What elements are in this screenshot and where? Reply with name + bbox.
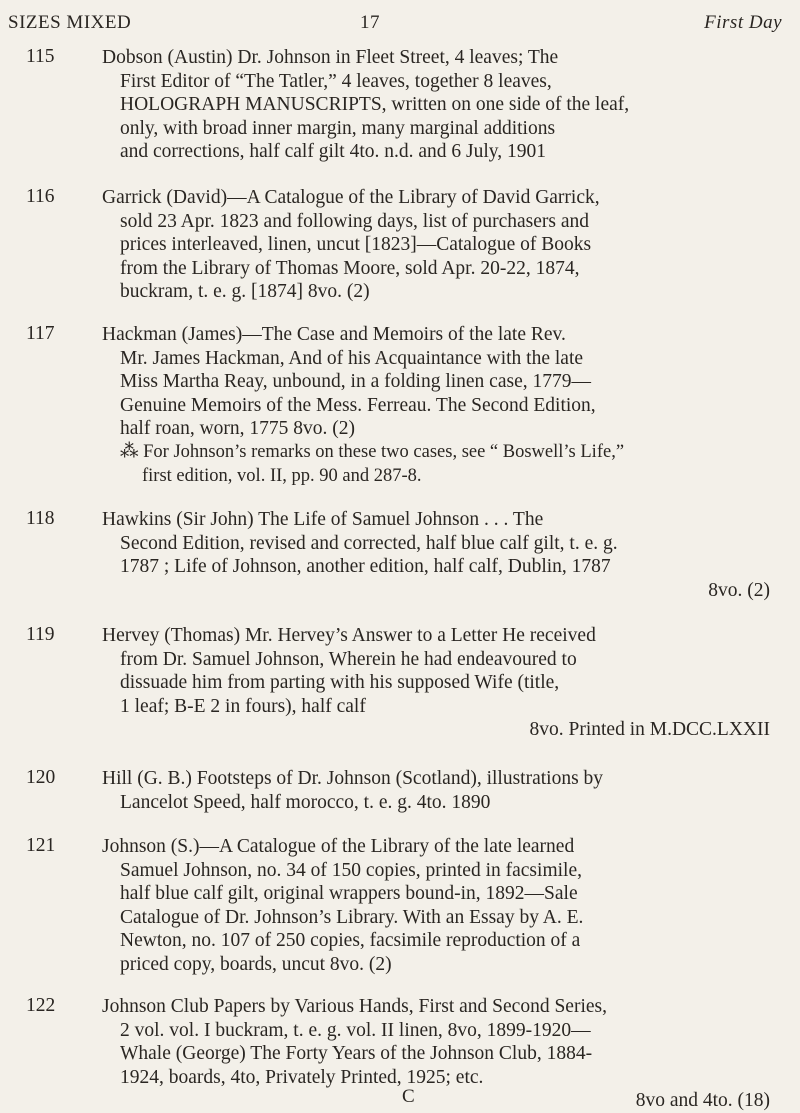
lot-description <box>102 995 770 1113</box>
running-head-left: SIZES MIXED <box>8 12 132 33</box>
description-line: dissuade him from parting with his supposed Wife (title, <box>120 672 560 694</box>
description-line: Miss Martha Reay, unbound, in a folding linen case, 1779— <box>120 371 591 393</box>
note-line: first edition, vol. II, pp. 90 and 287-8. <box>142 465 422 486</box>
lot-description <box>102 46 770 164</box>
lot-number: 119 <box>26 624 55 645</box>
format-line: 8vo. Printed in M.DCC.LXXII <box>529 719 770 741</box>
lot-number: 122 <box>26 995 56 1016</box>
description-line: 1 leaf; B-E 2 in fours), half calf <box>120 695 366 717</box>
description-line: Hackman (James)—The Case and Memoirs of the late Rev. <box>102 324 566 345</box>
description-line: 2 vol. vol. I buckram, t. e. g. vol. II linen, 8vo, 1899-1920— <box>120 1019 591 1041</box>
lot-number: 121 <box>26 835 56 856</box>
lot-description <box>102 835 770 977</box>
description-line: Newton, no. 107 of 250 copies, facsimile reproduction of a <box>120 930 581 952</box>
page-number: 17 <box>360 12 380 33</box>
description-line: Catalogue of Dr. Johnson’s Library. With an Essay by A. E. <box>120 906 584 928</box>
description-line: 1924, boards, 4to, Privately Printed, 1925; etc. <box>120 1066 484 1088</box>
signature-mark: C <box>402 1086 415 1107</box>
description-line: priced copy, boards, uncut 8vo. (2) <box>120 953 392 975</box>
description-line: Garrick (David)—A Catalogue of the Library of David Garrick, <box>102 187 600 208</box>
format-line: 8vo. (2) <box>708 579 770 601</box>
description-line: 1787 ; Life of Johnson, another edition, half calf, Dublin, 1787 <box>120 556 611 578</box>
description-line: Whale (George) The Forty Years of the Johnson Club, 1884- <box>120 1043 593 1065</box>
description-line: only, with broad inner margin, many marginal additions <box>120 117 556 139</box>
description-line: Second Edition, revised and corrected, half blue calf gilt, t. e. g. <box>120 532 618 554</box>
lot-description <box>102 186 770 304</box>
lot-number: 118 <box>26 508 55 529</box>
description-line: half blue calf gilt, original wrappers bound-in, 1892—Sale <box>120 883 578 905</box>
description-line: Mr. James Hackman, And of his Acquaintance with the late <box>120 347 584 369</box>
lot-number: 120 <box>26 767 56 788</box>
description-line: Hawkins (Sir John) The Life of Samuel Johnson . . . The <box>102 509 544 530</box>
description-line: from Dr. Samuel Johnson, Wherein he had endeavoured to <box>120 648 577 670</box>
description-line: Johnson Club Papers by Various Hands, First and Second Series, <box>102 996 607 1017</box>
description-line: Lancelot Speed, half morocco, t. e. g. 4to. 1890 <box>120 791 491 813</box>
description-line: from the Library of Thomas Moore, sold Apr. 20-22, 1874, <box>120 257 580 279</box>
description-line: Hill (G. B.) Footsteps of Dr. Johnson (Scotland), illustrations by <box>102 768 604 789</box>
description-line: HOLOGRAPH MANUSCRIPTS, written on one side of the leaf, <box>120 94 630 116</box>
lot-description <box>102 323 770 488</box>
lot-number: 117 <box>26 323 55 344</box>
description-line: buckram, t. e. g. [1874] 8vo. (2) <box>120 281 370 303</box>
lot-description <box>102 624 770 742</box>
description-line: First Editor of “The Tatler,” 4 leaves, together 8 leaves, <box>120 70 552 92</box>
note-line: ⁂ For Johnson’s remarks on these two cases, see “ Boswell’s Life,” <box>120 441 625 462</box>
running-head-right: First Day <box>704 12 782 33</box>
description-line: Genuine Memoirs of the Mess. Ferreau. The Second Edition, <box>120 394 596 416</box>
lot-number: 116 <box>26 186 55 207</box>
lot-description <box>102 767 770 814</box>
lot-description <box>102 508 770 602</box>
lot-number: 115 <box>26 46 55 67</box>
description-line: Samuel Johnson, no. 34 of 150 copies, printed in facsimile, <box>120 859 582 881</box>
description-line: Dobson (Austin) Dr. Johnson in Fleet Street, 4 leaves; The <box>102 47 559 68</box>
description-line: half roan, worn, 1775 8vo. (2) <box>120 418 356 440</box>
description-line: prices interleaved, linen, uncut [1823]—Catalogue of Books <box>120 234 592 256</box>
description-line: sold 23 Apr. 1823 and following days, list of purchasers and <box>120 210 590 232</box>
description-line: Hervey (Thomas) Mr. Hervey’s Answer to a Letter He received <box>102 625 596 646</box>
description-line: and corrections, half calf gilt 4to. n.d. and 6 July, 1901 <box>120 141 547 163</box>
description-line: Johnson (S.)—A Catalogue of the Library of the late learned <box>102 836 575 857</box>
format-line: 8vo and 4to. (18) <box>635 1090 770 1112</box>
